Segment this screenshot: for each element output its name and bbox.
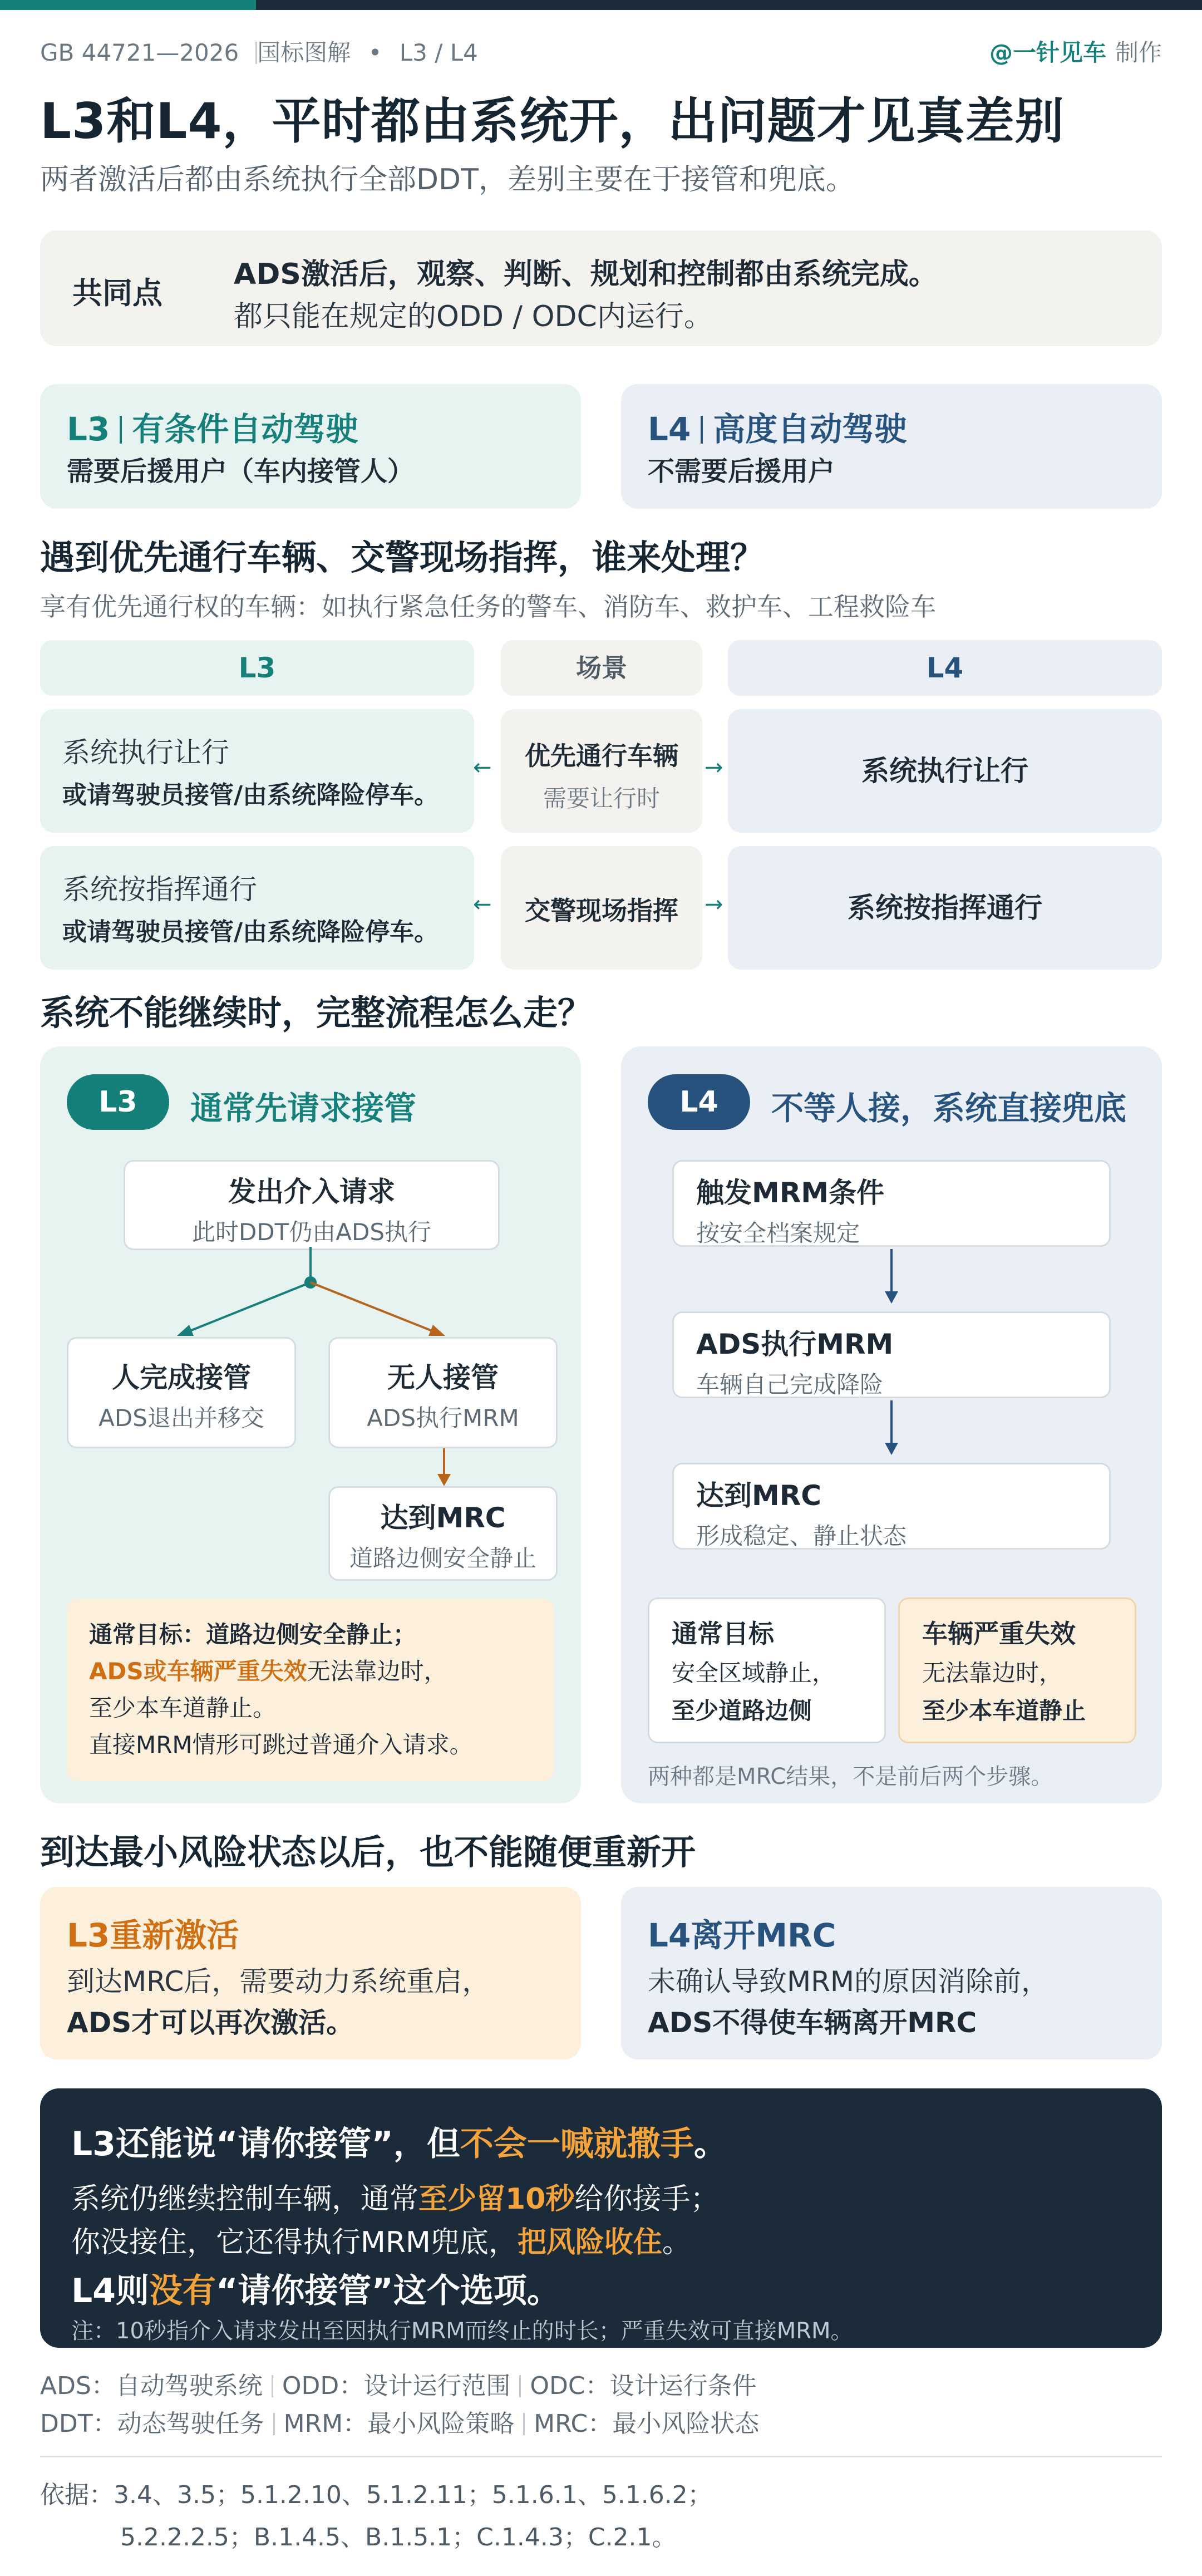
l3-flow-title: 通常先请求接管 xyxy=(190,1089,417,1127)
section1-subtitle: 享有优先通行权的车辆：如执行紧急任务的警车、消防车、救护车、工程救险车 xyxy=(40,592,936,622)
severe-failure-box xyxy=(898,1597,1136,1743)
l3-mrc-box xyxy=(328,1486,558,1581)
callout-l4-c: “请你接管”这个选项。 xyxy=(215,2272,560,2310)
summary-callout xyxy=(40,2088,1162,2348)
l3-card xyxy=(40,384,581,509)
row2-scene: 交警现场指挥 xyxy=(525,896,678,926)
callout-l1-highlight: 不会一喊就撒手 xyxy=(460,2125,694,2164)
arrow-left-icon: ← xyxy=(473,892,492,917)
mrm-trigger-sub: 按安全档案规定 xyxy=(696,1220,860,1247)
row1-l4-cell xyxy=(728,709,1162,833)
row1-l3-main: 系统执行让行 xyxy=(62,736,229,769)
l4-arrowhead-1 xyxy=(885,1291,898,1304)
l3-mrc-sub: 道路边侧安全静止 xyxy=(349,1545,536,1572)
l4-leave-mrc-card xyxy=(621,1887,1162,2059)
made-label: 制作 xyxy=(1115,39,1162,66)
divider xyxy=(272,2375,273,2397)
row2-l4: 系统按指挥通行 xyxy=(848,892,1042,924)
glossary-mrm: MRM：最小风险策略 xyxy=(283,2410,515,2438)
divider xyxy=(523,2413,525,2435)
row1-l4: 系统执行让行 xyxy=(861,755,1028,787)
normal-goal-line2: 至少道路边侧 xyxy=(672,1697,812,1724)
callout-l4-highlight: 没有 xyxy=(149,2272,216,2310)
callout-l1-a: L3还能说“请你接管”，但 xyxy=(71,2125,460,2164)
l3-code: L3 xyxy=(67,410,110,448)
arrow-left-icon: ← xyxy=(473,755,492,780)
callout-l3-a: 你没接住，它还得执行MRM兜底， xyxy=(71,2226,518,2259)
no-takeover-box xyxy=(328,1337,558,1448)
l4-mrc-title: 达到MRC xyxy=(696,1479,821,1512)
nohuman-mrc-arrowhead xyxy=(437,1474,451,1486)
row2-l3-sub: 或请驾驶员接管/由系统降险停车。 xyxy=(62,918,439,946)
l3-card-desc: 需要后援用户（车内接管人） xyxy=(67,456,415,487)
arrow-right-icon: → xyxy=(705,892,723,917)
mrm-trigger-box xyxy=(672,1160,1111,1247)
row2-l3-cell xyxy=(40,846,474,970)
col-header-l4: L4 xyxy=(728,640,1162,696)
l4-mrc-box xyxy=(672,1463,1111,1550)
ads-mrm-box xyxy=(672,1311,1111,1398)
divider xyxy=(273,2413,275,2435)
callout-l3-c: 。 xyxy=(662,2226,691,2259)
basis-line1: 依据：3.4、3.5；5.1.2.10、5.1.2.11；5.1.6.1、5.1.6.2； xyxy=(40,2481,712,2509)
callout-l3-highlight: 把风险收住 xyxy=(517,2226,662,2259)
levels-label: L3 / L4 xyxy=(399,39,478,66)
l3-restart-line2: ADS才可以再次激活。 xyxy=(67,2007,354,2039)
dot-separator: • xyxy=(368,39,382,66)
divider xyxy=(701,416,703,444)
section2-title: 系统不能继续时，完整流程怎么走？ xyxy=(40,992,593,1033)
request-box xyxy=(124,1160,500,1250)
row2-scene-cell xyxy=(501,846,702,970)
branch-right-line xyxy=(311,1282,436,1333)
l4-flow-panel xyxy=(621,1046,1162,1803)
normal-goal-title: 通常目标 xyxy=(672,1619,774,1649)
l4-code: L4 xyxy=(648,410,691,448)
basis-line2: 5.2.2.2.5；B.1.4.5、B.1.5.1；C.1.4.3；C.2.1。 xyxy=(120,2523,677,2552)
glossary-ads: ADS：自动驾驶系统 xyxy=(40,2372,263,2400)
no-takeover-title: 无人接管 xyxy=(387,1361,499,1394)
doc-type: 国标图解 xyxy=(257,39,351,66)
glossary-odc: ODC：设计运行条件 xyxy=(530,2372,757,2400)
meta-line xyxy=(40,35,1162,68)
request-title: 发出介入请求 xyxy=(228,1176,395,1208)
l4-mrc-sub: 形成稳定、静止状态 xyxy=(696,1522,907,1550)
l3-note-cannot-pull-over: 无法靠边时， xyxy=(307,1658,447,1685)
row1-scene-cell xyxy=(501,709,702,833)
callout-l4-a: L4则 xyxy=(71,2272,149,2310)
normal-goal-line1: 安全区域静止， xyxy=(672,1659,836,1687)
common-line-1: ADS激活后，观察、判断、规划和控制都由系统完成。 xyxy=(234,258,938,291)
common-line-2: 都只能在规定的ODD / ODC内运行。 xyxy=(234,300,713,333)
glossary-odd: ODD：设计运行范围 xyxy=(282,2372,511,2400)
l4-pill: L4 xyxy=(648,1074,750,1130)
row2-l3-main: 系统按指挥通行 xyxy=(62,873,257,906)
glossary-ddt: DDT：动态驾驶任务 xyxy=(40,2410,264,2438)
l4-flow-title: 不等人接，系统直接兜底 xyxy=(771,1089,1127,1127)
glossary-line2 xyxy=(40,2403,759,2439)
page-subtitle: 两者激活后都由系统执行全部DDT，差别主要在于接管和兜底。 xyxy=(40,163,855,196)
l4-card xyxy=(621,384,1162,509)
l4-arrowhead-2 xyxy=(885,1443,898,1455)
callout-line4 xyxy=(71,2264,560,2312)
divider xyxy=(40,2456,1162,2457)
l3-restart-title: L3重新激活 xyxy=(67,1916,239,1954)
branch-left-line xyxy=(186,1282,311,1333)
section1-title: 遇到优先通行车辆、交警现场指挥，谁来处理？ xyxy=(40,537,765,578)
standard-code: GB 44721—2026 xyxy=(40,39,239,66)
divider xyxy=(519,2375,521,2397)
ads-mrm-sub: 车辆自己完成降险 xyxy=(696,1371,884,1398)
top-accent-bar xyxy=(0,0,1202,10)
row1-scene: 优先通行车辆 xyxy=(525,741,678,771)
common-label: 共同点 xyxy=(72,276,162,311)
row1-scene-sub: 需要让行时 xyxy=(543,785,660,812)
ads-mrm-title: ADS执行MRM xyxy=(696,1328,894,1360)
request-sub: 此时DDT仍由ADS执行 xyxy=(191,1218,432,1246)
brand-handle[interactable]: @一针见车 xyxy=(989,39,1106,66)
l4-leave-mrc-title: L4离开MRC xyxy=(648,1916,836,1954)
callout-l2-highlight: 至少留10秒 xyxy=(418,2182,575,2216)
l4-leave-mrc-line2: ADS不得使车辆离开MRC xyxy=(648,2007,977,2039)
l4-caption: 两种都是MRC结果，不是前后两个步骤。 xyxy=(648,1764,1053,1790)
human-takeover-title: 人完成接管 xyxy=(112,1361,251,1394)
l3-note-line2 xyxy=(89,1653,554,1690)
l3-note-failure: ADS或车辆严重失效 xyxy=(89,1658,307,1685)
normal-goal-box xyxy=(648,1597,886,1743)
top-accent-segment xyxy=(0,0,256,10)
callout-line3 xyxy=(71,2219,691,2260)
callout-line1 xyxy=(71,2117,727,2165)
l3-note-line1: 通常目标：道路边侧安全静止； xyxy=(89,1621,417,1648)
common-box xyxy=(40,230,1162,346)
l4-card-title xyxy=(648,403,907,450)
callout-l2-c: 给你接手； xyxy=(574,2182,720,2216)
branch-node xyxy=(304,1276,317,1289)
l3-flow-panel xyxy=(40,1046,581,1803)
l3-pill: L3 xyxy=(67,1074,169,1130)
branch-left-arrowhead xyxy=(177,1325,194,1336)
callout-note: 注：10秒指介入请求发出至因执行MRM而终止的时长；严重失效可直接MRM。 xyxy=(71,2318,853,2344)
row1-l3-sub: 或请驾驶员接管/由系统降险停车。 xyxy=(62,781,439,809)
l4-leave-mrc-line1: 未确认导致MRM的原因消除前， xyxy=(648,1965,1050,1998)
human-takeover-sub: ADS退出并移交 xyxy=(98,1404,264,1432)
severe-failure-line2: 至少本车道静止 xyxy=(922,1697,1086,1724)
l4-card-desc: 不需要后援用户 xyxy=(648,456,835,487)
row1-l3-cell xyxy=(40,709,474,833)
l3-mrc-title: 达到MRC xyxy=(380,1502,506,1534)
callout-l2-a: 系统仍继续控制车辆，通常 xyxy=(71,2182,419,2216)
l3-note-line4: 直接MRM情形可跳过普通介入请求。 xyxy=(89,1731,473,1758)
l3-restart-card xyxy=(40,1887,581,2059)
row2-l4-cell xyxy=(728,846,1162,970)
arrow-right-icon: → xyxy=(705,755,723,780)
section3-title: 到达最小风险状态以后，也不能随便重新开 xyxy=(40,1832,696,1872)
l3-target-note xyxy=(67,1599,554,1781)
callout-line2 xyxy=(71,2175,719,2217)
human-takeover-box xyxy=(67,1337,296,1448)
divider xyxy=(120,416,122,444)
mrm-trigger-title: 触发MRM条件 xyxy=(696,1177,885,1209)
severe-failure-title: 车辆严重失效 xyxy=(922,1619,1076,1649)
col-header-l3: L3 xyxy=(40,640,474,696)
col-header-scene: 场景 xyxy=(501,640,702,696)
callout-l1-c: 。 xyxy=(693,2125,727,2164)
l3-restart-line1: 到达MRC后，需要动力系统重启， xyxy=(67,1965,490,1998)
l3-note-line3: 至少本车道静止。 xyxy=(89,1694,277,1722)
glossary-line1 xyxy=(40,2366,757,2401)
no-takeover-sub: ADS执行MRM xyxy=(367,1404,519,1432)
glossary-mrc: MRC：最小风险状态 xyxy=(534,2410,760,2438)
l3-card-title xyxy=(67,403,358,450)
page-title: L3和L4，平时都由系统开，出问题才见真差别 xyxy=(40,92,1065,150)
l4-name: 高度自动驾驶 xyxy=(713,410,907,448)
l3-name: 有条件自动驾驶 xyxy=(132,410,358,448)
branch-right-arrowhead xyxy=(428,1325,445,1336)
severe-failure-line1: 无法靠边时， xyxy=(922,1659,1063,1687)
